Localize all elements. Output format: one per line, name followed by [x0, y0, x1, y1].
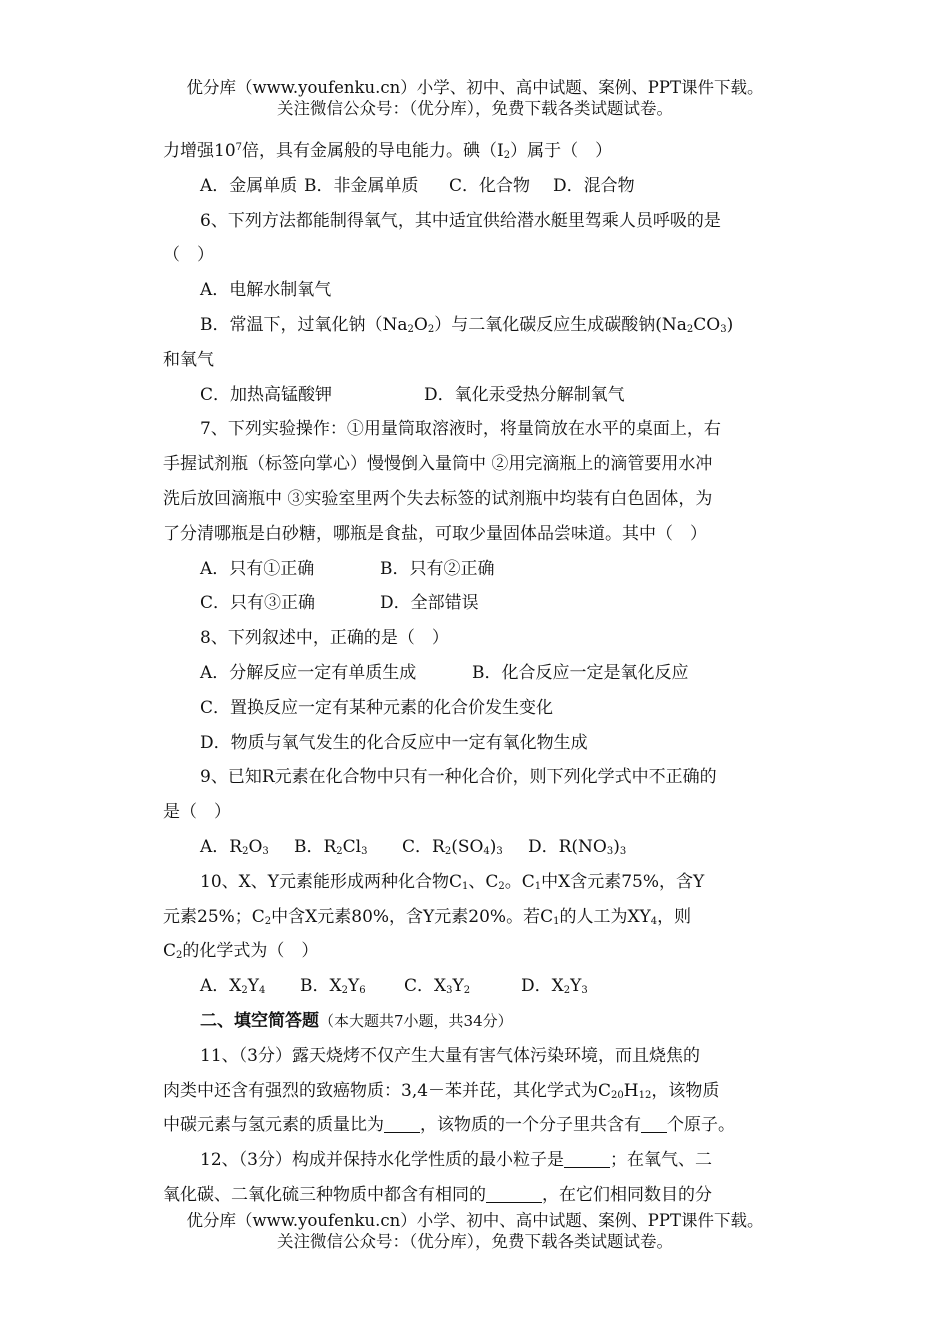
- q10-line-3: $C_2$的化学式为（ ）: [163, 941, 319, 962]
- q6-option-b-cont: 和氧气: [163, 349, 214, 370]
- document-body: [163, 134, 788, 1213]
- q7-line-3: 洗后放回滴瓶中 ③实验室里两个失去标签的试剂瓶中均装有白色固体，为: [163, 488, 713, 509]
- header-line-1: 优分库（www.youfenku.cn）小学、初中、高中试题、案例、PPT课件下载。: [186, 78, 764, 97]
- header-line-2: 关注微信公众号：（优分库），免费下载各类试题试卷。: [277, 99, 673, 118]
- q9-option-a: A．$R_2O_3$: [200, 836, 269, 857]
- q9-option-d: D．$R(NO_3)_3$: [528, 836, 627, 857]
- q8-option-b: B．化合反应一定是氧化反应: [472, 662, 689, 683]
- q5-option-a: A．金属单质: [200, 175, 298, 196]
- q8-option-a: A．分解反应一定有单质生成: [200, 662, 417, 683]
- footer-line-2: 关注微信公众号：（优分库），免费下载各类试题试卷。: [277, 1232, 673, 1251]
- q5-continuation: 力增强$10^7$倍，具有金属般的导电能力。碘$(I_2)$属于（ ）: [163, 141, 613, 161]
- q10-option-b: B．$X_2Y_6$: [300, 976, 366, 997]
- q9-line-2: 是（ ）: [163, 802, 231, 823]
- q12-blank-1: [564, 1151, 610, 1168]
- q9-option-c: C．$R_2(SO_4)_3$: [402, 836, 503, 857]
- q11-blank-2: [641, 1116, 667, 1133]
- q6-option-b: B．常温下，过氧化钠$(Na_2O_2)$与二氧化碳反应生成碳酸钠$(Na_2CO_3)$: [200, 314, 734, 335]
- q6-paren: （ ）: [163, 245, 214, 266]
- q7-option-d: D．全部错误: [380, 593, 479, 614]
- section-2-title: 二、填空简答题: [200, 1010, 319, 1031]
- q7-options-cd: [163, 586, 788, 621]
- section-2-heading: [163, 1004, 788, 1039]
- q8-options-ab: [163, 656, 788, 691]
- q11-line-1: 11、（3分）露天烧烤不仅产生大量有害气体污染环境，而且烧焦的: [200, 1045, 700, 1066]
- q5-option-c: C．化合物: [449, 175, 531, 196]
- q12-line-1: 12、（3分）构成并保持水化学性质的最小粒子是 ；在氧气、二: [200, 1150, 712, 1171]
- q10-option-d: D．$X_2Y_3$: [521, 976, 588, 997]
- q6-option-c: C．加热高锰酸钾: [200, 384, 333, 405]
- q6-option-a: A．电解水制氧气: [200, 280, 332, 301]
- q10-line-1: 10、X、Y元素能形成两种化合物$C_1$、$C_2$。$C_1$中X含元素75%，含Y: [200, 871, 705, 892]
- q7-option-b: B．只有②正确: [380, 558, 495, 579]
- q11-line-2: 肉类中还含有强烈的致癌物质：3,4－苯并芘，其化学式为$C_{20}H_{12}$，该物质: [163, 1080, 720, 1101]
- q6-option-d: D．氧化汞受热分解制氧气: [424, 384, 625, 405]
- q5-option-d: D．混合物: [553, 175, 635, 196]
- footer-line-1: 优分库（www.youfenku.cn）小学、初中、高中试题、案例、PPT课件下载。: [186, 1211, 764, 1230]
- q5-option-b: B．非金属单质: [304, 175, 419, 196]
- q8-option-c: C．置换反应一定有某种元素的化合价发生变化: [200, 697, 554, 718]
- q7-line-4: 了分清哪瓶是白砂糖，哪瓶是食盐，可取少量固体品尝味道。其中（ ）: [163, 523, 707, 544]
- q9-option-b: B．$R_2Cl_3$: [294, 836, 368, 857]
- q7-option-c: C．只有③正确: [200, 593, 316, 614]
- q6-options-cd: [163, 378, 788, 413]
- q12-blank-2: [486, 1186, 542, 1203]
- q10-option-c: C．$X_3Y_2$: [404, 976, 471, 997]
- q6-stem: 6、下列方法都能制得氧气，其中适宜供给潜水艇里驾乘人员呼吸的是: [200, 210, 721, 231]
- q10-options: [163, 969, 788, 1004]
- section-2-note: （本大题共7小题，共34分）: [319, 1011, 513, 1030]
- page-header: [0, 77, 950, 119]
- page-footer: [0, 1210, 950, 1252]
- q10-option-a: A．$X_2Y_4$: [200, 976, 266, 997]
- q7-line-1: 7、下列实验操作：①用量筒取溶液时，将量筒放在水平的桌面上，右: [200, 419, 721, 440]
- q12-line-2: 氧化碳、二氧化硫三种物质中都含有相同的 ，在它们相同数目的分: [163, 1184, 712, 1205]
- q7-line-2: 手握试剂瓶（标签向掌心）慢慢倒入量筒中 ②用完滴瓶上的滴管要用水冲: [163, 454, 713, 475]
- q9-line-1: 9、已知R元素在化合物中只有一种化合价，则下列化学式中不正确的: [200, 767, 717, 788]
- q10-line-2: 元素25%；$C_2$中含X元素80%，含Y元素20%。若$C_1$的人工为$XY_4$，则: [163, 906, 692, 927]
- q9-options: [163, 830, 788, 865]
- q8-option-d: D．物质与氧气发生的化合反应中一定有氧化物生成: [200, 732, 588, 753]
- q5-options: [163, 169, 788, 204]
- q11-line-3: 中碳元素与氢元素的质量比为 ，该物质的一个分子里共含有 个原子。: [163, 1115, 735, 1136]
- q7-option-a: A．只有①正确: [200, 558, 315, 579]
- q8-stem: 8、下列叙述中，正确的是（ ）: [200, 628, 449, 649]
- q7-options-ab: [163, 552, 788, 587]
- q11-blank-1: [384, 1116, 420, 1133]
